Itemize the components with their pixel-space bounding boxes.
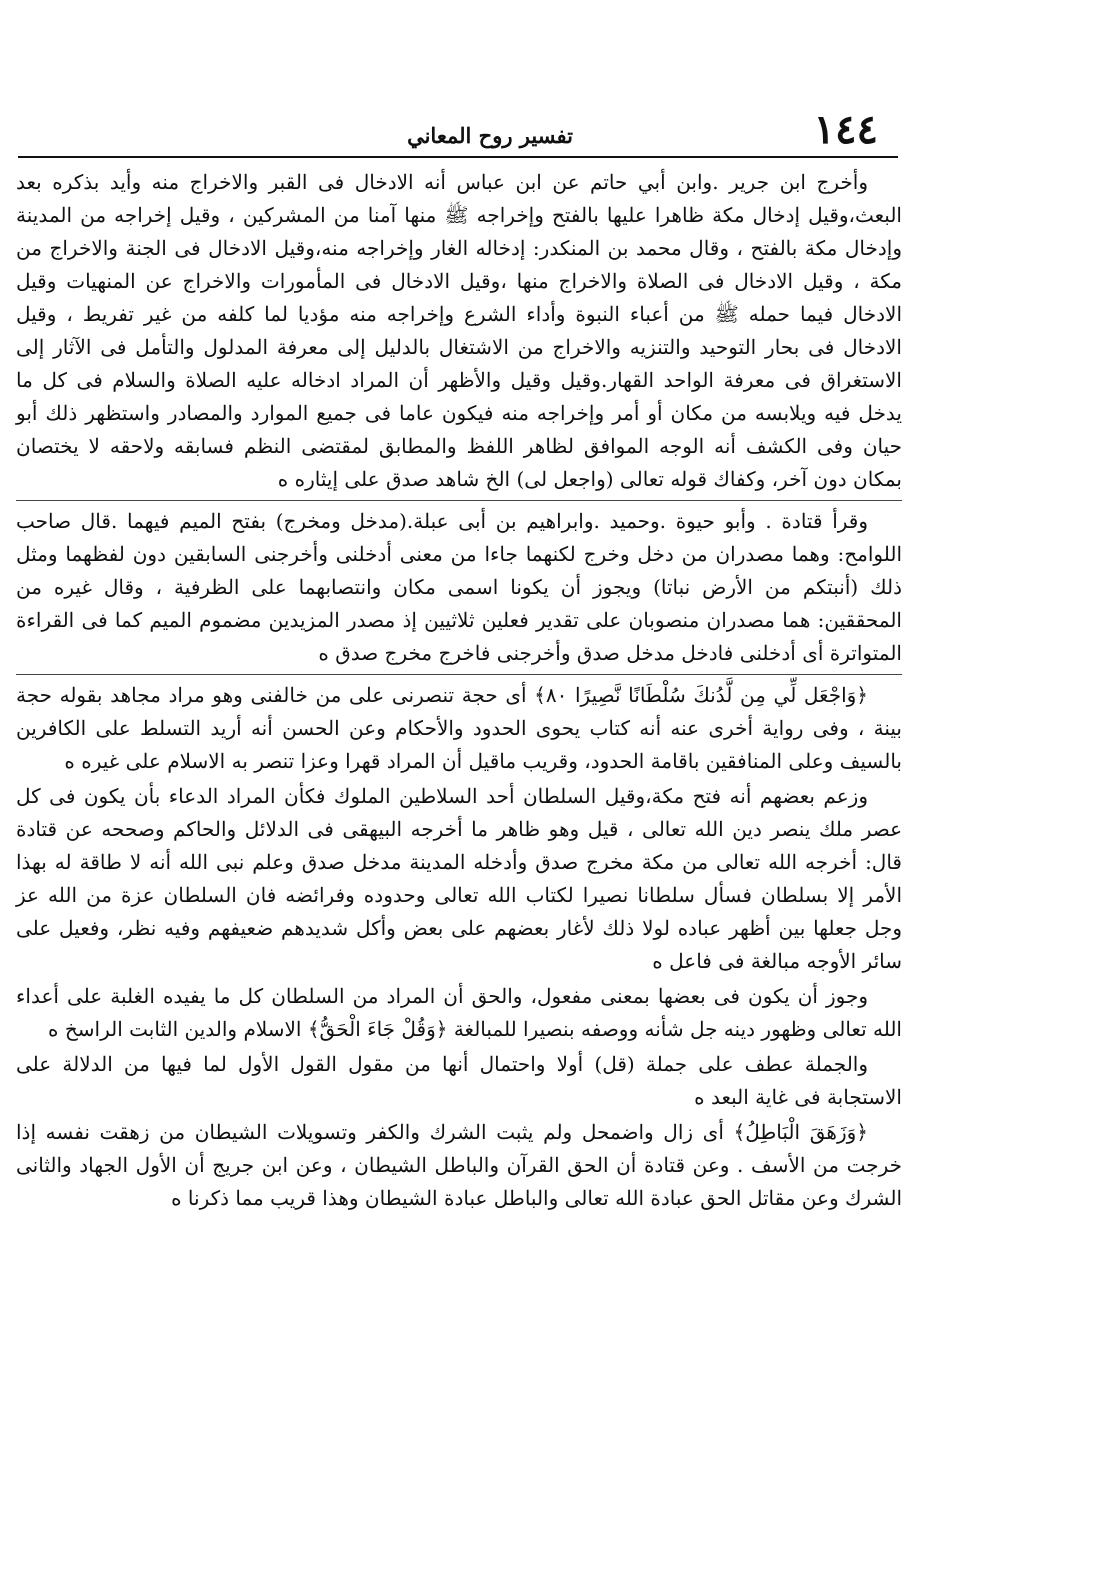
paragraph-1: وأخرج ابن جرير .وابن أبي حاتم عن ابن عباس أنه الادخال فى القبر والاخراج منه وأيد بذكره بعد البعث،وقيل إدخال مكة ظاهرا عليها بالفتح وإخراجه ﷺ منها آمنا من المشركين ، وقيل إخراجه من المدينة وإدخال مكة بالفتح ، وقال محمد بن المنكدر: إدخاله الغار وإخراجه منه،وقيل الادخال فى الجنة والاخراج من مكة ، وقيل الادخال فى الصلاة والاخراج منها ،وقيل الادخال فى المأمورات والاخراج عن المنهيات وقيل الادخال فيما حمله ﷺ من أعباء النبوة وأداء الشرع وإخراجه منه مؤديا لما كلفه من غير تفريط ، وقيل الادخال فى بحار التوحيد والتنزيه والاخراج من الاشتغال بالدليل إلى معرفة المدلول والتأمل فى الآثار إلى الاستغراق فى معرفة الواحد القهار.وقيل وقيل والأظهر أن المراد ادخاله عليه الصلاة والسلام فى كل ما يدخل فيه ويلابسه من مكان أو أمر وإخراجه منه فيكون عاما فى جميع الموارد والمصادر واستظهر ذلك أبو حيان وفى الكشف أنه الوجه الموافق لظاهر اللفظ والمطابق لمقتضى النظم فسابقه ولاحقه لا يختصان بمكان دون آخر، وكفاك قوله تعالى (واجعل لى) الخ شاهد صدق على إيثاره ه	[16, 170, 902, 491]
paragraph-6: والجملة عطف على جملة (قل) أولا واحتمال أنها من مقول القول الأول لما فيها من الدلالة على الاستجابة فى غاية البعد ه	[16, 1052, 902, 1109]
paragraph-4: وزعم بعضهم أنه فتح مكة،وقيل السلطان أحد السلاطين الملوك فكأن المراد الدعاء بأن يكون فى كل عصر ملك ينصر دين الله تعالى ، قيل وهو ظاهر ما أخرجه البيهقى فى الدلائل والحاكم وصححه عن قتادة قال: أخرجه الله تعالى من مكة مخرج صدق وأدخله المدينة مدخل صدق وعلم نبى الله أنه لا طاقة له بهذا الأمر إلا بسلطان فسأل سلطانا نصيرا لكتاب الله تعالى وحدوده وفرائضه فان السلطان عزة من الله عز وجل جعلها بين أظهر عباده لولا ذلك لأغار بعضهم على بعض وأكل شديدهم ضعيفهم وفيه نظر، وفعيل على سائر الأوجه مبالغة فى فاعل ه	[16, 784, 903, 973]
page-body	[16, 166, 902, 1217]
paragraph-3-verse: ﴿وَاجْعَل لِّي مِن لَّدُنكَ سُلْطَانًا نَّصِيرًا ٨٠﴾ أى حجة تنصرنى على من خالفنى وهو مراد مجاهد بقوله حجة بينة ، وفى رواية أخرى عنه أنه كتاب يحوى الحدود والأحكام وعن الحسن أنه أريد التسلط على الكافرين بالسيف وعلى المنافقين باقامة الحدود، وقريب ماقيل أن المراد قهرا وعزا تنصر به الاسلام على غيره ه	[16, 674, 902, 778]
paragraph-5: وجوز أن يكون فى بعضها بمعنى مفعول، والحق أن المراد من السلطان كل ما يفيده الغلبة على أعداء الله تعالى وظهور دينه جل شأنه ووصفه بنصيرا للمبالغة ﴿وَقُلْ جَاءَ الْحَقُّ﴾ الاسلام والدين الثابت الراسخ ه	[16, 984, 902, 1041]
paragraph-7-verse: ﴿وَزَهَقَ الْبَاطِلُ﴾ أى زال واضمحل ولم يثبت الشرك والكفر وتسويلات الشيطان من زهقت نفسه إذا خرجت من الأسف . وعن قتادة أن الحق القرآن والباطل الشيطان ، وعن ابن جريج أن الأول الجهاد والثانى الشرك وعن مقاتل الحق عبادة الله تعالى والباطل عبادة الشيطان وهذا قريب مما ذكرنا ه	[16, 1120, 902, 1210]
running-title: تفسير روح المعاني	[407, 123, 573, 148]
paragraph-2: وقرأ قتادة . وأبو حيوة .وحميد .وابراهيم بن أبى عبلة.(مدخل ومخرج) بفتح الميم فيهما .قال صاحب اللوامح: وهما مصدران من دخل وخرج لكنهما جاءا من معنى أدخلنى وأخرجنى السابقين دون لفظهما ومثل ذلك (أنبتكم من الأرض نباتا) ويجوز أن يكونا اسمى مكان وانتصابهما على الظرفية ، وقال غيره من المحققين: هما مصدران منصوبان على تقدير فعلين ثلاثيين إذ مصدر المزيدين مضموم الميم كما فى القراءة المتواترة أى أدخلنى فادخل مدخل صدق وأخرجنى فاخرج مخرج صدق ه	[16, 500, 902, 670]
page-number: ١٤٤	[813, 106, 878, 153]
header-divider	[18, 156, 898, 158]
page-header	[0, 96, 1108, 156]
